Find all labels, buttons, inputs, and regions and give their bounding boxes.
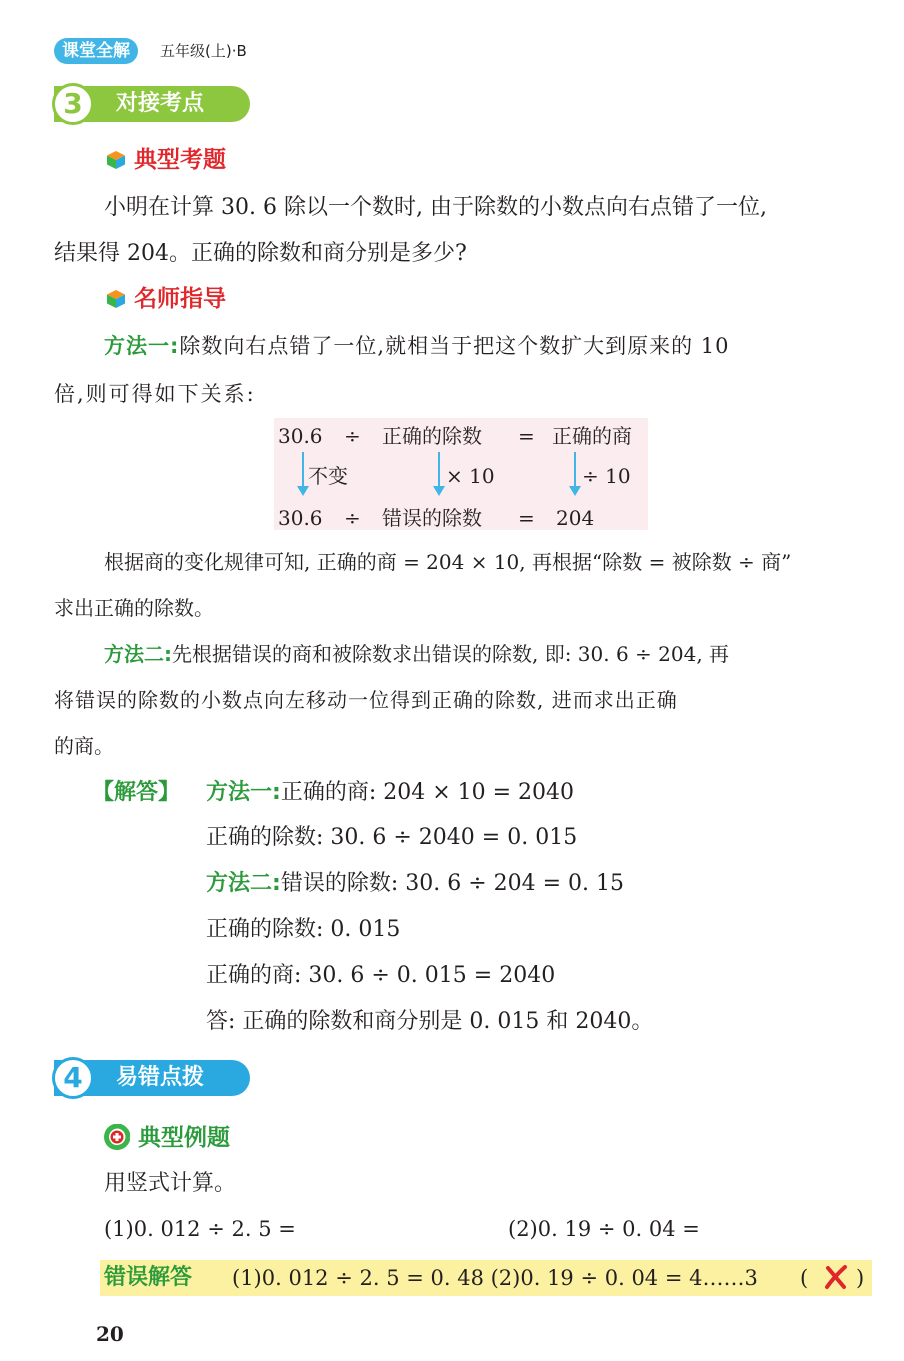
diagram-row1-dividend: 30.6 xyxy=(278,424,323,448)
answer-method1-label: 方法一: xyxy=(206,780,281,805)
cube-icon xyxy=(106,150,126,170)
answer-line-3-text: 错误的除数: 30. 6 ÷ 204 = 0. 15 xyxy=(280,871,625,896)
section4-title: 易错点拨 xyxy=(116,1065,205,1090)
diagram-row2-dividend: 30.6 xyxy=(278,506,323,530)
answer-line-1-text: 正确的商: 204 × 10 = 2040 xyxy=(280,780,575,805)
method1-text: 除数向右点错了一位,就相当于把这个数扩大到原来的 10 xyxy=(179,334,730,358)
wrong-mark-paren-open: ( xyxy=(800,1266,809,1290)
method1-label: 方法一: xyxy=(104,334,180,358)
example-instruction: 用竖式计算。 xyxy=(104,1171,237,1196)
brand-badge: 课堂全解 xyxy=(54,38,138,64)
guidance-heading: 名师指导 xyxy=(134,286,226,312)
method1-line-2: 倍,则可得如下关系: xyxy=(54,382,256,406)
cube-icon xyxy=(106,289,126,309)
section3-number: 3 xyxy=(63,87,83,120)
answer-line-6: 答: 正确的除数和商分别是 0. 015 和 2040。 xyxy=(206,1009,654,1034)
example-question-1: (1)0. 012 ÷ 2. 5 = xyxy=(104,1217,296,1241)
problem-line-2: 结果得 204。正确的除数和商分别是多少? xyxy=(54,241,467,266)
page-number: 20 xyxy=(96,1322,124,1346)
diagram-row1-quotient: 正确的商 xyxy=(552,424,632,448)
method2-text: 先根据错误的商和被除数求出错误的除数, 即: 30. 6 ÷ 204, 再 xyxy=(172,642,730,666)
recycle-plus-icon xyxy=(104,1124,130,1150)
problem-line-1: 小明在计算 30. 6 除以一个数时, 由于除数的小数点向右点错了一位, xyxy=(104,195,767,220)
arrowhead-icon xyxy=(433,486,445,496)
diagram-row2-op: ÷ xyxy=(344,506,361,530)
method2-label: 方法二: xyxy=(104,642,172,666)
section4-number: 4 xyxy=(63,1061,83,1094)
diagram-arrow-label-2: × 10 xyxy=(446,464,495,488)
arrowhead-icon xyxy=(569,486,581,496)
section4-number-badge xyxy=(52,1057,94,1099)
diagram-arrow-label-1: 不变 xyxy=(308,464,348,488)
answer-line-5: 正确的商: 30. 6 ÷ 0. 015 = 2040 xyxy=(206,963,556,988)
example-question-2: (2)0. 19 ÷ 0. 04 = xyxy=(508,1217,700,1241)
arrow-down-icon xyxy=(302,452,304,488)
method1-line-1 xyxy=(104,334,729,358)
typical-problem-heading: 典型考题 xyxy=(134,147,226,173)
answer-line-4: 正确的除数: 0. 015 xyxy=(206,917,401,942)
wrong-answer-content: (1)0. 012 ÷ 2. 5 = 0. 48 (2)0. 19 ÷ 0. 04 = 4……3 xyxy=(232,1266,758,1290)
arrow-down-icon xyxy=(574,452,576,488)
diagram-row2-quotient: 204 xyxy=(556,506,595,530)
answer-line-1 xyxy=(206,781,574,805)
grade-label: 五年级(上)·B xyxy=(160,42,247,60)
diagram-row2-eq: = xyxy=(518,506,535,530)
method2-line-1 xyxy=(104,642,729,666)
cross-mark-icon xyxy=(822,1264,850,1290)
relation-diagram xyxy=(274,418,648,530)
diagram-row1-eq: = xyxy=(518,424,535,448)
answer-label: 【解答】 xyxy=(92,780,181,805)
wrong-mark-paren-close: ) xyxy=(856,1266,865,1290)
diagram-row1-divisor: 正确的除数 xyxy=(382,424,482,448)
answer-line-3 xyxy=(206,872,624,896)
method2-line-2: 将错误的除数的小数点向左移动一位得到正确的除数, 进而求出正确 xyxy=(54,688,678,712)
diagram-row2-divisor: 错误的除数 xyxy=(382,506,482,530)
after-diagram-line-1: 根据商的变化规律可知, 正确的商 = 204 × 10, 再根据“除数 = 被除数 ÷ 商” xyxy=(104,550,792,574)
wrong-answer-label: 错误解答 xyxy=(104,1265,193,1290)
diagram-row1-op: ÷ xyxy=(344,424,361,448)
example-heading: 典型例题 xyxy=(138,1125,230,1151)
section3-title: 对接考点 xyxy=(116,91,205,116)
after-diagram-line-2: 求出正确的除数。 xyxy=(54,596,214,620)
method2-line-3: 的商。 xyxy=(54,734,114,758)
answer-line-2: 正确的除数: 30. 6 ÷ 2040 = 0. 015 xyxy=(206,825,578,850)
section3-number-badge xyxy=(52,83,94,125)
answer-method2-label: 方法二: xyxy=(206,871,281,896)
arrow-down-icon xyxy=(438,452,440,488)
diagram-arrow-label-3: ÷ 10 xyxy=(582,464,631,488)
